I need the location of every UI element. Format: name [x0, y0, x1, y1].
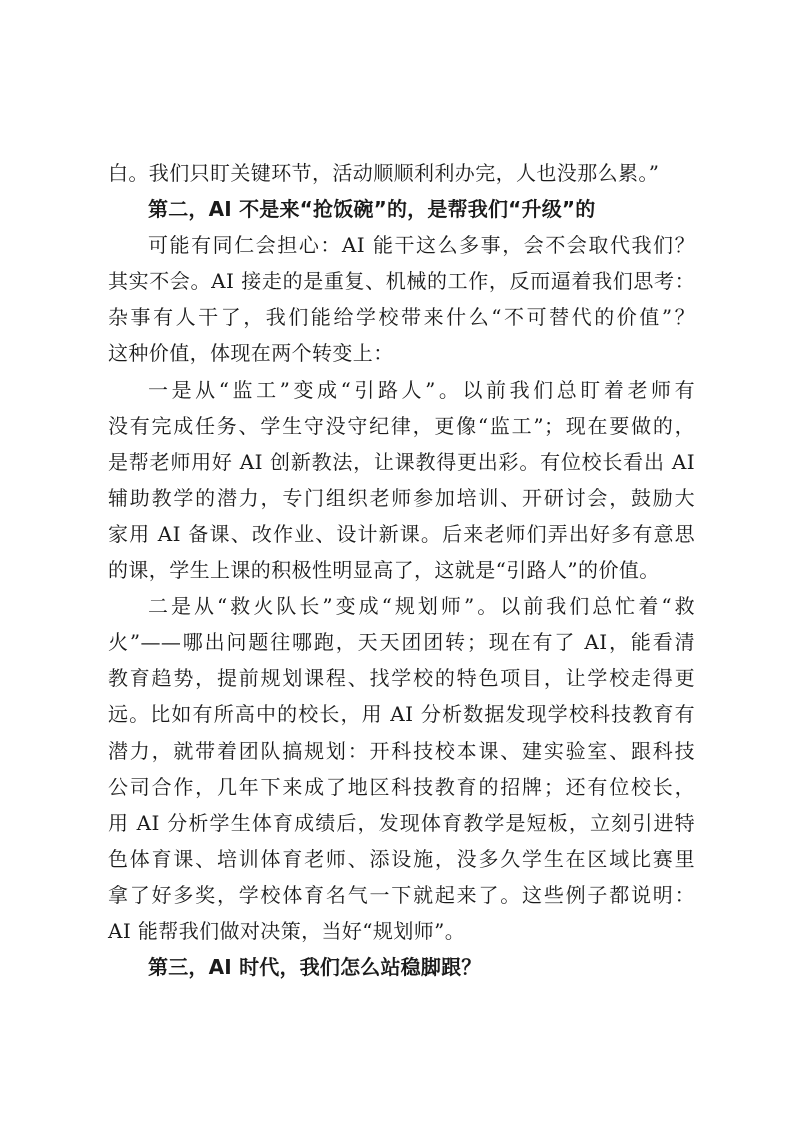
paragraph-guide: [108, 372, 695, 589]
text-line: 拿了好多奖，学校体育名气一下就起来了。这些例子都说明：: [108, 882, 695, 907]
paragraph-continuation: [108, 155, 695, 191]
text-line: 潜力，就带着团队搞规划：开科技校本课、建实验室、跟科技: [108, 738, 695, 763]
text-line: 家用 AI 备课、改作业、设计新课。后来老师们弄出好多有意思: [108, 521, 695, 546]
text-line: 一是从“监工”变成“引路人”。以前我们总盯着老师有: [148, 377, 695, 402]
text-line: 色体育课、培训体育老师、添设施，没多久学生在区域比赛里: [108, 846, 695, 871]
text-line: 没有完成任务、学生守没守纪律，更像“监工”；现在要做的，: [108, 413, 695, 438]
text-line: AI 能帮我们做对决策，当好“规划师”。: [108, 918, 466, 943]
section-heading-three: [108, 949, 695, 985]
heading-text: 第二，AI 不是来“抢饭碗”的，是帮我们“升级”的: [148, 197, 596, 222]
text-line: 火”——哪出问题往哪跑，天天团团转；现在有了 AI，能看清: [108, 630, 695, 655]
text-line: 可能有同仁会担心：AI 能干这么多事，会不会取代我们？: [148, 233, 695, 258]
section-heading-two: [108, 191, 695, 227]
heading-text: 第三，AI 时代，我们怎么站稳脚跟？: [148, 955, 482, 980]
text-line: 二是从“救火队长”变成“规划师”。以前我们总忙着“救: [148, 594, 695, 619]
text-line: 教育趋势，提前规划课程、找学校的特色项目，让学校走得更: [108, 666, 695, 691]
text-line: 辅助教学的潜力，专门组织老师参加培训、开研讨会，鼓励大: [108, 485, 695, 510]
document-body: [108, 155, 695, 985]
paragraph-concern: [108, 227, 695, 371]
text-line: 白。我们只盯关键环节，活动顺顺利利办完，人也没那么累。”: [108, 161, 660, 185]
text-line: 远。比如有所高中的校长，用 AI 分析数据发现学校科技教育有: [108, 702, 695, 727]
text-line: 公司合作，几年下来成了地区科技教育的招牌；还有位校长，: [108, 774, 695, 799]
text-line: 是帮老师用好 AI 创新教法，让课教得更出彩。有位校长看出 AI: [108, 449, 695, 474]
text-line: 杂事有人干了，我们能给学校带来什么“不可替代的价值”？: [108, 305, 695, 330]
text-line: 用 AI 分析学生体育成绩后，发现体育教学是短板，立刻引进特: [108, 810, 695, 835]
text-line: 这种价值，体现在两个转变上：: [108, 341, 394, 366]
paragraph-planner: [108, 588, 695, 949]
text-line: 其实不会。AI 接走的是重复、机械的工作，反而逼着我们思考：: [108, 269, 695, 294]
text-line: 的课，学生上课的积极性明显高了，这就是“引路人”的价值。: [108, 558, 660, 583]
